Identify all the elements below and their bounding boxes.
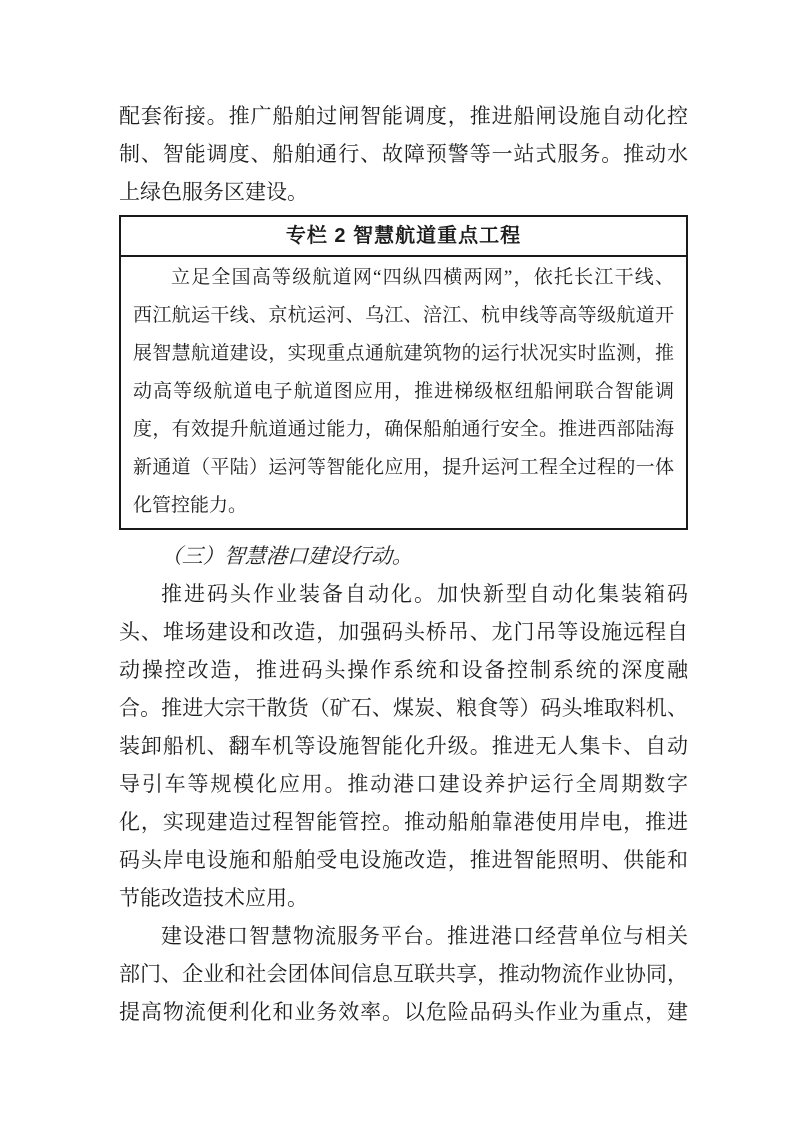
text-line: 立足全国高等级航道网“四纵四横两网”，依托长江干线、: [171, 267, 674, 288]
text-line: 制、智能调度、船舶通行、故障预警等一站式服务。推动水: [119, 142, 688, 166]
paragraph-terminal-automation: [119, 575, 688, 917]
text-line: 化，实现建造过程智能管控。推动船舶靠港使用岸电，推进: [119, 810, 688, 834]
text-line: 展智慧航道建设，实现重点通航建筑物的运行状况实时监测，推: [133, 343, 674, 364]
text-line: 节能改造技术应用。: [119, 886, 308, 910]
text-line: 建设港口智慧物流服务平台。推进港口经营单位与相关: [161, 924, 688, 948]
section-heading: （三）智慧港口建设行动。: [160, 544, 414, 568]
text-line: 配套衔接。推广船舶过闸智能调度，推进船闸设施自动化控: [119, 104, 688, 128]
text-line: 装卸船机、翻车机等设施智能化升级。推进无人集卡、自动: [119, 734, 688, 758]
text-line: 提高物流便利化和业务效率。以危险品码头作业为重点，建: [119, 1000, 688, 1024]
paragraph-continuation: [119, 97, 688, 211]
text-line: 头、堆场建设和改造，加强码头桥吊、龙门吊等设施远程自: [119, 620, 688, 644]
text-line: 推进码头作业装备自动化。加快新型自动化集装箱码: [161, 582, 688, 606]
text-line: 合。推进大宗干散货（矿石、煤炭、粮食等）码头堆取料机、: [119, 696, 688, 720]
text-line: 新通道（平陆）运河等智能化应用，提升运河工程全过程的一体: [133, 457, 674, 478]
feature-box-body: [121, 257, 686, 528]
text-line: 动高等级航道电子航道图应用，推进梯级枢纽船闸联合智能调: [133, 381, 674, 402]
paragraph-smart-logistics: [119, 917, 688, 1031]
text-line: 导引车等规模化应用。推动港口建设养护运行全周期数字: [119, 772, 688, 796]
feature-box: [119, 215, 688, 530]
text-line: 动操控改造，推进码头操作系统和设备控制系统的深度融: [119, 658, 688, 682]
text-line: 上绿色服务区建设。: [119, 180, 308, 204]
text-line: 度，有效提升航道通过能力，确保船舶通行安全。推进西部陆海: [133, 419, 674, 440]
feature-box-title: 专栏 2 智慧航道重点工程: [121, 217, 686, 257]
text-line: 西江航运干线、京杭运河、乌江、涪江、杭申线等高等级航道开: [133, 305, 674, 326]
text-line: 化管控能力。: [133, 495, 248, 516]
text-line: 码头岸电设施和船舶受电设施改造，推进智能照明、供能和: [119, 848, 688, 872]
text-line: 部门、企业和社会团体间信息互联共享，推动物流作业协同，: [119, 962, 688, 986]
